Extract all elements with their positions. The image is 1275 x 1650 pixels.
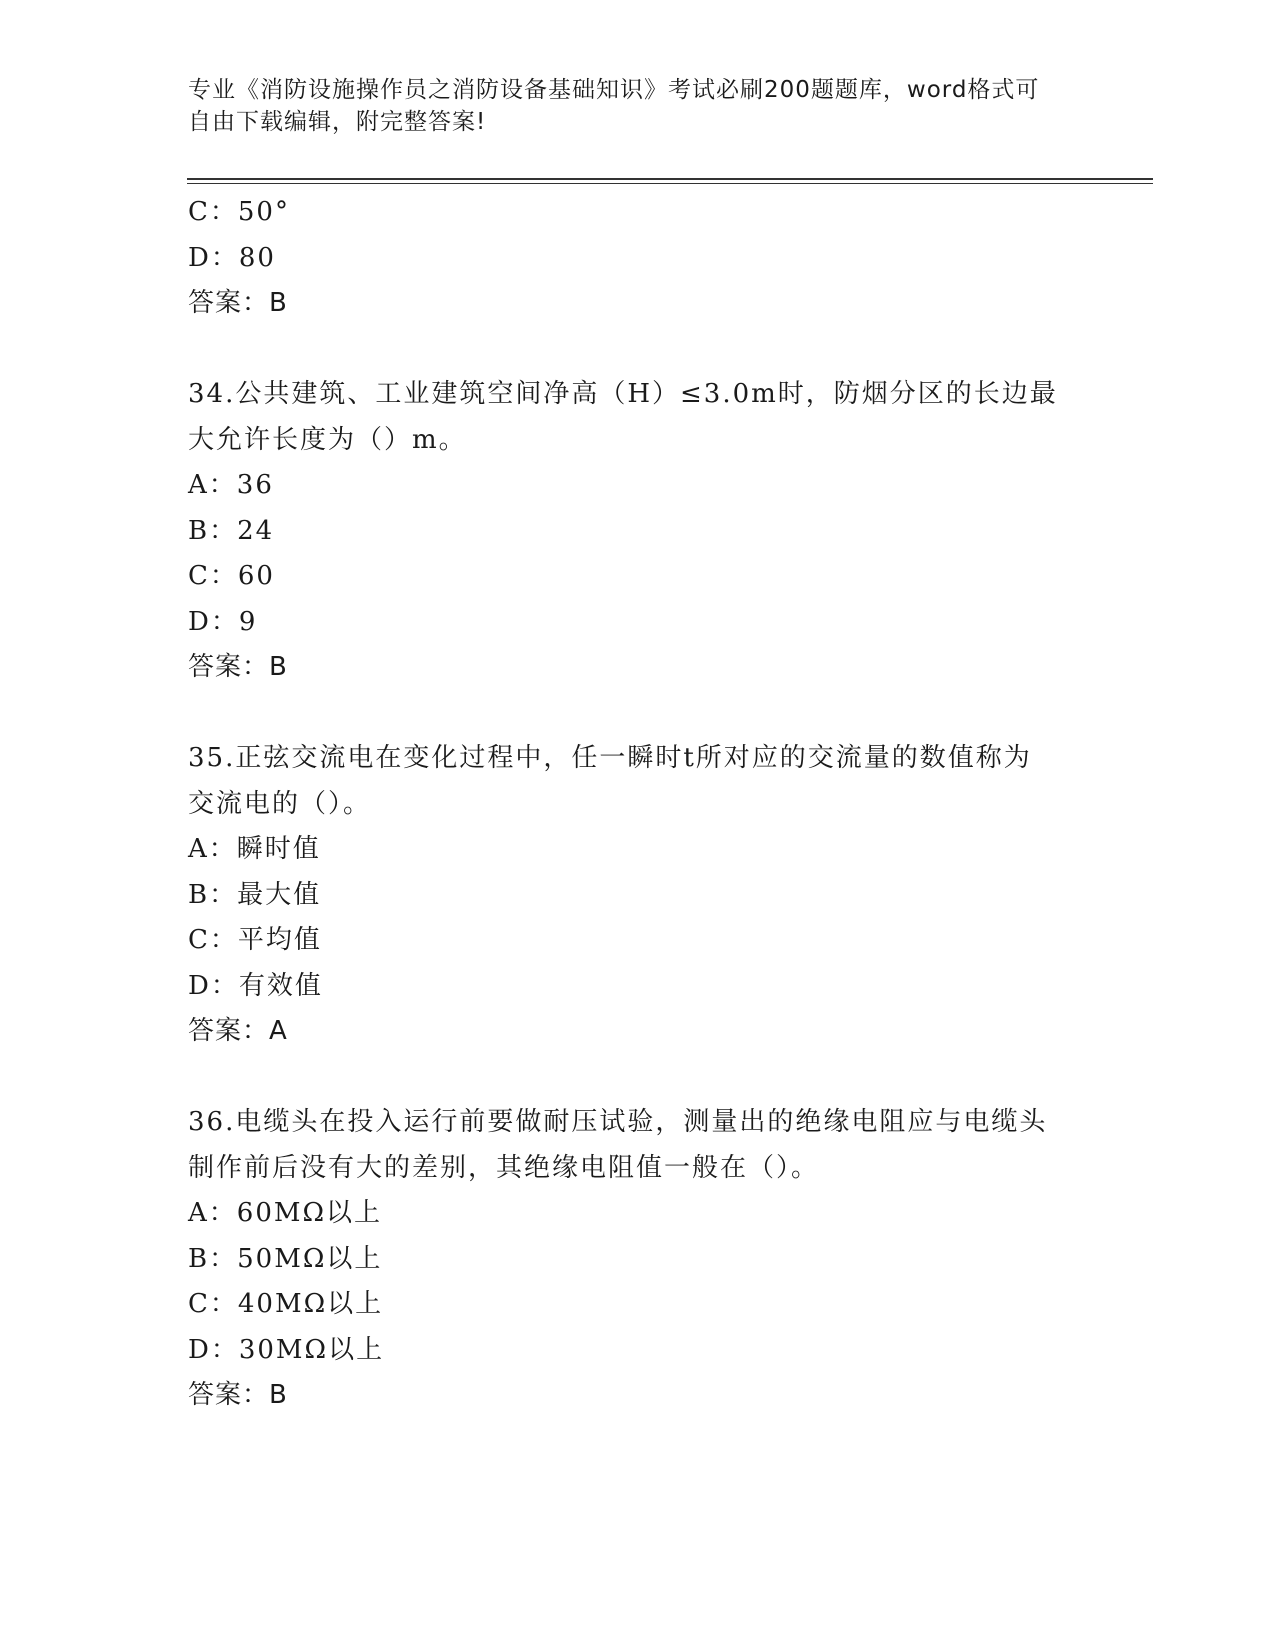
option-b: B：50MΩ以上	[188, 1243, 383, 1274]
option-a: A：60MΩ以上	[188, 1198, 383, 1228]
answer-line: 答案：B	[188, 288, 288, 318]
option-b: B：24	[188, 515, 275, 546]
option-d: D：30MΩ以上	[188, 1334, 385, 1365]
spacer	[188, 1055, 1088, 1101]
question-text-line-2: 大允许长度为（）m。	[188, 424, 467, 455]
option-a: A：瞬时值	[188, 834, 321, 864]
answer-line: 答案：B	[188, 1380, 288, 1410]
spacer	[188, 691, 1088, 737]
question-list	[188, 190, 1088, 1419]
option-d: D：80	[188, 242, 276, 273]
option-d: D：有效值	[188, 970, 323, 1001]
question-text-line-2: 制作前后没有大的差别，其绝缘电阻值一般在（）。	[188, 1152, 820, 1183]
header-title-line-1: 专业《消防设施操作员之消防设备基础知识》考试必刷200题题库，word格式可	[188, 77, 1040, 103]
option-b: B：最大值	[188, 879, 322, 910]
question-text-line-1: 35.正弦交流电在变化过程中，任一瞬时t所对应的交流量的数值称为	[188, 743, 1032, 773]
option-a: A：36	[188, 470, 274, 500]
option-c: C：平均值	[188, 925, 322, 955]
option-c: C：50°	[188, 197, 290, 227]
spacer	[188, 327, 1088, 373]
answer-line: 答案：A	[188, 1016, 288, 1046]
header-title-line-2: 自由下载编辑，附完整答案!	[188, 109, 487, 135]
option-d: D：9	[188, 606, 258, 637]
question-36	[188, 1100, 1088, 1419]
option-c: C：60	[188, 561, 275, 591]
answer-line: 答案：B	[188, 652, 288, 682]
option-c: C：40MΩ以上	[188, 1289, 384, 1319]
document-header	[188, 74, 1068, 138]
header-divider-thick	[187, 178, 1153, 180]
question-text-line-1: 34.公共建筑、工业建筑空间净高（H）≤3.0m时，防烟分区的长边最	[188, 379, 1058, 409]
previous-question-tail	[188, 190, 1088, 327]
question-35	[188, 736, 1088, 1055]
question-34	[188, 372, 1088, 691]
header-divider-thin	[187, 183, 1153, 184]
question-text-line-1: 36.电缆头在投入运行前要做耐压试验，测量出的绝缘电阻应与电缆头	[188, 1107, 1048, 1137]
question-text-line-2: 交流电的（）。	[188, 788, 372, 819]
